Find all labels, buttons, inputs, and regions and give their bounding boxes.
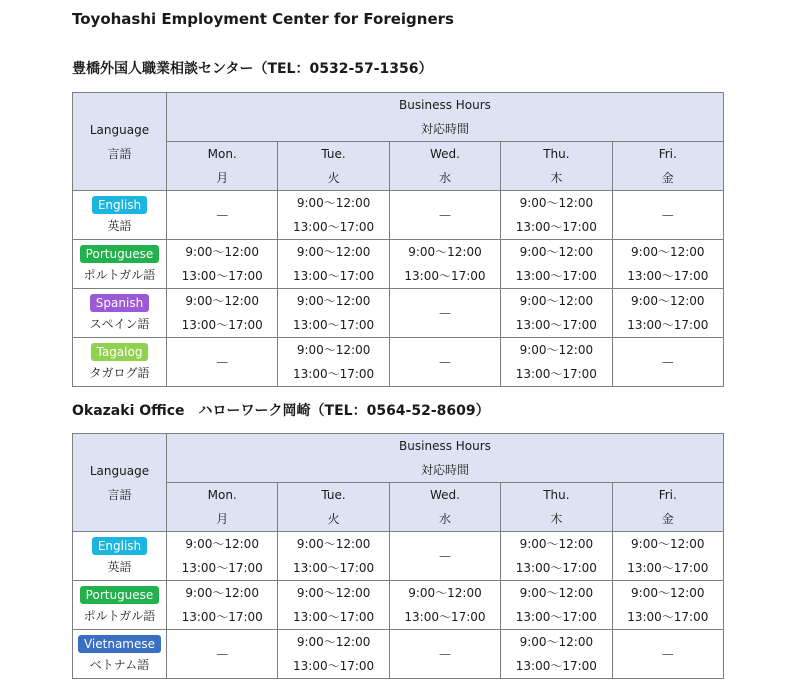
language-header-en: Language	[89, 122, 150, 137]
day-header-thu	[501, 142, 612, 191]
hours-text: 13:00～17:00	[627, 561, 709, 575]
table-row	[73, 240, 724, 289]
section-title-okazaki: Okazaki Office ハローワーク岡崎（TEL：0564-52-8609）	[72, 403, 490, 419]
hours-text: 13:00～17:00	[627, 318, 709, 332]
hours-text: 9:00～12:00	[296, 635, 371, 649]
table-row	[73, 581, 724, 630]
language-cell	[73, 581, 167, 630]
hours-cell-wed	[389, 191, 500, 240]
business-hours-header	[167, 434, 724, 483]
hours-text: 13:00～17:00	[181, 318, 263, 332]
language-badge: English	[92, 537, 147, 555]
day-header-en: Tue.	[321, 488, 346, 502]
hours-text: 9:00～12:00	[631, 586, 705, 600]
hours-cell-fri	[612, 289, 723, 338]
business-hours-header-jp: 対応時間	[420, 122, 469, 136]
hours-cell-wed	[389, 532, 500, 581]
hours-text: 13:00～17:00	[404, 269, 486, 283]
hours-cell-wed	[389, 289, 500, 338]
language-header	[73, 93, 167, 191]
day-header-jp: 火	[327, 512, 340, 526]
day-header-fri	[612, 483, 723, 532]
business-hours-header	[167, 93, 724, 142]
hours-cell-mon	[167, 240, 278, 289]
closed-dash: —	[216, 355, 229, 369]
hours-cell-mon	[167, 338, 278, 387]
hours-table-toyohashi	[72, 92, 724, 387]
hours-cell-fri	[612, 191, 723, 240]
day-header-en: Mon.	[207, 147, 237, 161]
hours-cell-mon	[167, 630, 278, 679]
hours-table-okazaki	[72, 433, 724, 679]
hours-cell-thu	[501, 191, 612, 240]
hours-cell-thu	[501, 581, 612, 630]
hours-text: 13:00～17:00	[515, 220, 597, 234]
business-hours-header-en: Business Hours	[399, 98, 491, 112]
language-name-jp: ポルトガル語	[83, 609, 156, 623]
day-header-en: Fri.	[658, 488, 677, 502]
hours-text: 9:00～12:00	[296, 245, 371, 259]
closed-dash: —	[438, 549, 451, 563]
language-cell	[73, 289, 167, 338]
hours-cell-tue	[278, 630, 389, 679]
hours-cell-tue	[278, 191, 389, 240]
language-cell	[73, 532, 167, 581]
hours-text: 9:00～12:00	[185, 537, 259, 551]
hours-cell-fri	[612, 630, 723, 679]
day-header-wed	[389, 483, 500, 532]
hours-text: 9:00～12:00	[185, 586, 259, 600]
day-header-jp: 月	[216, 512, 229, 526]
language-badge: Portuguese	[80, 245, 160, 263]
section-title-toyohashi: 豊橋外国人職業相談センター（TEL：0532-57-1356）	[72, 61, 433, 77]
hours-text: 13:00～17:00	[515, 269, 597, 283]
page-title: Toyohashi Employment Center for Foreigners	[72, 10, 454, 28]
hours-text: 13:00～17:00	[293, 269, 375, 283]
hours-cell-thu	[501, 630, 612, 679]
hours-cell-tue	[278, 581, 389, 630]
day-header-en: Fri.	[658, 147, 677, 161]
hours-text: 9:00～12:00	[631, 537, 705, 551]
day-header-jp: 水	[438, 512, 451, 526]
hours-text: 9:00～12:00	[296, 537, 371, 551]
hours-text: 9:00～12:00	[296, 586, 371, 600]
hours-cell-fri	[612, 240, 723, 289]
hours-cell-fri	[612, 338, 723, 387]
day-header-thu	[501, 483, 612, 532]
closed-dash: —	[661, 208, 674, 222]
language-badge: English	[92, 196, 147, 214]
language-name-jp: 英語	[107, 560, 132, 574]
hours-cell-thu	[501, 289, 612, 338]
closed-dash: —	[438, 306, 451, 320]
hours-text: 13:00～17:00	[293, 318, 375, 332]
hours-cell-wed	[389, 581, 500, 630]
language-header-jp: 言語	[107, 487, 132, 502]
language-badge: Vietnamese	[78, 635, 161, 653]
hours-text: 13:00～17:00	[293, 610, 375, 624]
hours-text: 9:00～12:00	[296, 196, 371, 210]
hours-cell-wed	[389, 240, 500, 289]
hours-text: 13:00～17:00	[181, 610, 263, 624]
table-row	[73, 532, 724, 581]
hours-text: 13:00～17:00	[181, 561, 263, 575]
hours-text: 9:00～12:00	[408, 586, 482, 600]
closed-dash: —	[216, 208, 229, 222]
hours-text: 13:00～17:00	[293, 561, 375, 575]
day-header-mon	[167, 142, 278, 191]
hours-text: 9:00～12:00	[519, 635, 594, 649]
language-cell	[73, 630, 167, 679]
closed-dash: —	[438, 355, 451, 369]
hours-cell-wed	[389, 630, 500, 679]
day-header-jp: 木	[550, 512, 563, 526]
hours-text: 13:00～17:00	[515, 610, 597, 624]
day-header-en: Thu.	[543, 147, 570, 161]
hours-text: 9:00～12:00	[296, 343, 371, 357]
language-badge: Spanish	[90, 294, 149, 312]
hours-text: 13:00～17:00	[515, 561, 597, 575]
language-name-jp: タガログ語	[89, 366, 150, 380]
hours-text: 9:00～12:00	[519, 343, 594, 357]
hours-cell-tue	[278, 532, 389, 581]
day-header-jp: 木	[550, 171, 563, 185]
hours-text: 9:00～12:00	[519, 586, 594, 600]
day-header-jp: 月	[216, 171, 229, 185]
hours-cell-mon	[167, 581, 278, 630]
day-header-jp: 火	[327, 171, 340, 185]
day-header-jp: 金	[661, 171, 674, 185]
language-name-jp: ベトナム語	[89, 658, 150, 672]
hours-text: 9:00～12:00	[631, 294, 705, 308]
day-header-fri	[612, 142, 723, 191]
hours-text: 9:00～12:00	[519, 294, 594, 308]
hours-cell-thu	[501, 338, 612, 387]
hours-cell-mon	[167, 532, 278, 581]
table-row	[73, 338, 724, 387]
hours-text: 13:00～17:00	[515, 659, 597, 673]
hours-cell-wed	[389, 338, 500, 387]
closed-dash: —	[216, 647, 229, 661]
day-header-jp: 金	[661, 512, 674, 526]
day-header-jp: 水	[438, 171, 451, 185]
hours-text: 9:00～12:00	[519, 537, 594, 551]
hours-text: 9:00～12:00	[185, 294, 259, 308]
hours-text: 13:00～17:00	[627, 269, 709, 283]
hours-text: 9:00～12:00	[185, 245, 259, 259]
hours-text: 9:00～12:00	[519, 196, 594, 210]
hours-text: 13:00～17:00	[181, 269, 263, 283]
hours-cell-mon	[167, 191, 278, 240]
hours-text: 9:00～12:00	[519, 245, 594, 259]
hours-cell-mon	[167, 289, 278, 338]
day-header-en: Mon.	[207, 488, 237, 502]
language-header-jp: 言語	[107, 146, 132, 161]
table-row	[73, 191, 724, 240]
language-cell	[73, 240, 167, 289]
business-hours-header-jp: 対応時間	[420, 463, 469, 477]
hours-cell-fri	[612, 532, 723, 581]
hours-text: 13:00～17:00	[515, 318, 597, 332]
hours-text: 13:00～17:00	[515, 367, 597, 381]
language-cell	[73, 338, 167, 387]
day-header-tue	[278, 483, 389, 532]
day-header-en: Wed.	[429, 147, 460, 161]
hours-cell-thu	[501, 240, 612, 289]
hours-text: 9:00～12:00	[296, 294, 371, 308]
hours-text: 13:00～17:00	[404, 610, 486, 624]
language-badge: Tagalog	[91, 343, 149, 361]
closed-dash: —	[438, 208, 451, 222]
hours-cell-thu	[501, 532, 612, 581]
day-header-tue	[278, 142, 389, 191]
language-cell	[73, 191, 167, 240]
day-header-mon	[167, 483, 278, 532]
hours-cell-tue	[278, 289, 389, 338]
language-name-jp: 英語	[107, 219, 132, 233]
hours-text: 13:00～17:00	[293, 220, 375, 234]
language-header	[73, 434, 167, 532]
closed-dash: —	[661, 647, 674, 661]
table-row	[73, 630, 724, 679]
hours-text: 13:00～17:00	[627, 610, 709, 624]
hours-cell-tue	[278, 338, 389, 387]
language-name-jp: ポルトガル語	[83, 268, 156, 282]
hours-text: 13:00～17:00	[293, 659, 375, 673]
closed-dash: —	[661, 355, 674, 369]
table-row	[73, 289, 724, 338]
hours-cell-fri	[612, 581, 723, 630]
hours-text: 13:00～17:00	[293, 367, 375, 381]
day-header-en: Wed.	[429, 488, 460, 502]
language-name-jp: スペイン語	[89, 317, 150, 331]
business-hours-header-en: Business Hours	[399, 439, 491, 453]
language-badge: Portuguese	[80, 586, 160, 604]
closed-dash: —	[438, 647, 451, 661]
day-header-wed	[389, 142, 500, 191]
day-header-en: Tue.	[321, 147, 346, 161]
hours-cell-tue	[278, 240, 389, 289]
hours-text: 9:00～12:00	[631, 245, 705, 259]
language-header-en: Language	[89, 463, 150, 478]
hours-text: 9:00～12:00	[408, 245, 482, 259]
day-header-en: Thu.	[543, 488, 570, 502]
